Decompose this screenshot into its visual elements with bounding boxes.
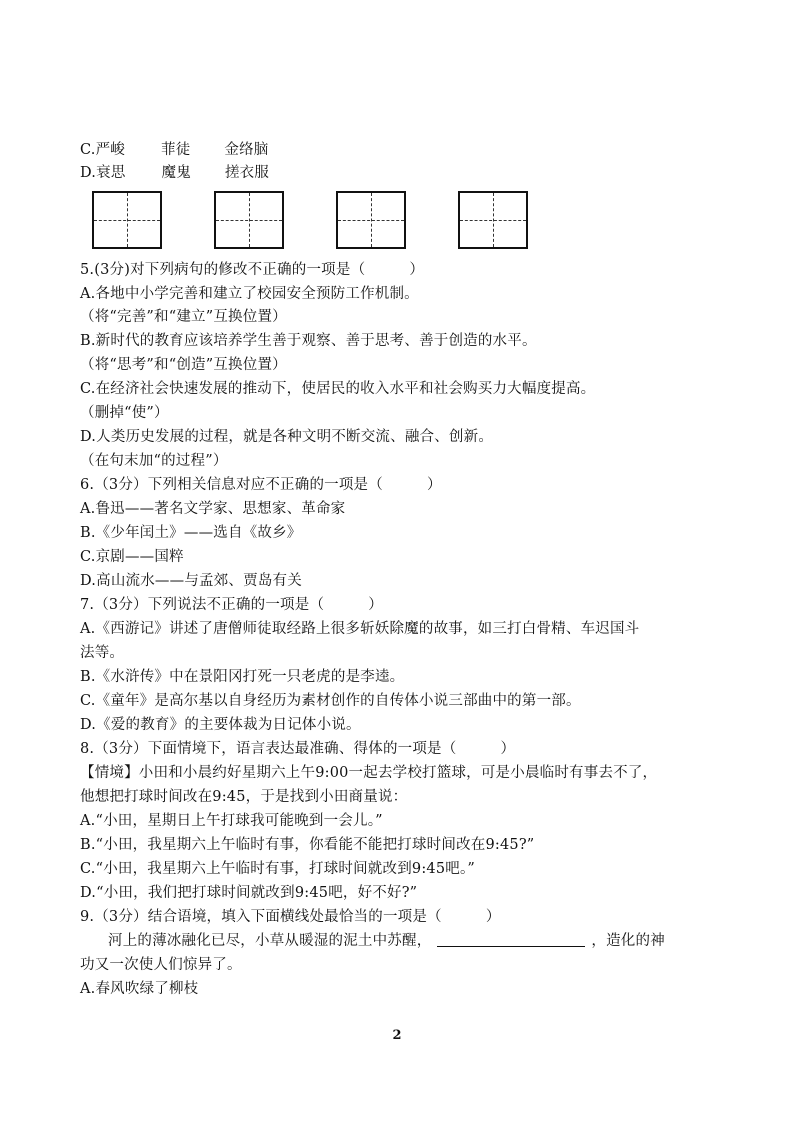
q8-option-c: C.“小田，我星期六上午临时有事，打球时间就改到9:45吧。” — [80, 861, 476, 877]
q9-passage-line2: 功又一次使人们惊异了。 — [80, 957, 242, 973]
q4-option-c — [80, 140, 269, 160]
q4-option-c-word1: C.严峻 — [80, 142, 125, 158]
writing-grid — [92, 191, 552, 251]
q4-option-d-word1: D.衰思 — [80, 165, 126, 181]
q7-stem: 7.（3分）下列说法不正确的一项是（ ） — [80, 597, 383, 613]
q5-option-d: D.人类历史发展的过程，就是各种文明不断交流、融合、创新。 — [80, 429, 494, 445]
q4-option-d-word2: 魔鬼 — [161, 165, 191, 181]
q8-option-b: B.“小田，我星期六上午临时有事，你看能不能把打球时间改在9:45?” — [80, 837, 535, 853]
q9-stem: 9.（3分）结合语境，填入下面横线处最恰当的一项是（ ） — [80, 909, 501, 925]
q7-option-b: B.《水浒传》中在景阳冈打死一只老虎的是李逵。 — [80, 669, 405, 685]
q9-passage-before-blank: 河上的薄冰融化已尽，小草从暖湿的泥土中苏醒， — [108, 933, 432, 949]
q5-option-a-fix: （将“完善”和“建立”互换位置） — [80, 309, 287, 325]
q8-stem: 8.（3分）下面情境下，语言表达最准确、得体的一项是（ ） — [80, 741, 516, 757]
q5-option-c-fix: （删掉“使”） — [80, 405, 169, 421]
q6-option-d: D.高山流水——与孟郊、贾岛有关 — [80, 573, 302, 589]
q7-option-c: C.《童年》是高尔基以自身经历为素材创作的自传体小说三部曲中的第一部。 — [80, 693, 581, 709]
q9-answer-blank[interactable] — [437, 932, 585, 947]
q8-option-d: D.“小田，我们把打球时间就改到9:45吧，好不好?” — [80, 885, 418, 901]
q8-option-a: A.“小田，星期日上午打球我可能晚到一会儿。” — [80, 813, 383, 829]
q5-option-a: A.各地中小学完善和建立了校园安全预防工作机制。 — [80, 286, 419, 302]
page-number: 2 — [392, 1028, 402, 1043]
q4-option-c-word3: 金络脑 — [224, 142, 269, 158]
q4-option-d-word3: 搓衣服 — [224, 165, 270, 181]
q4-option-d — [80, 163, 269, 183]
q4-option-c-word2: 菲徒 — [161, 142, 191, 158]
q6-option-a: A.鲁迅——著名文学家、思想家、革命家 — [80, 501, 346, 517]
writing-box-4[interactable] — [458, 191, 528, 249]
q5-option-c: C.在经济社会快速发展的推动下，使居民的收入水平和社会购买力大幅度提高。 — [80, 381, 596, 397]
q6-option-c: C.京剧——国粹 — [80, 549, 184, 565]
q8-context-line2: 他想把打球时间改在9:45，于是找到小田商量说： — [80, 789, 408, 805]
q9-passage-after-blank: ，造化的神 — [591, 933, 665, 949]
q5-option-b: B.新时代的教育应该培养学生善于观察、善于思考、善于创造的水平。 — [80, 333, 537, 349]
writing-box-2[interactable] — [214, 191, 284, 249]
q5-stem: 5.(3分)对下列病句的修改不正确的一项是（ ） — [80, 262, 425, 278]
q7-option-a-line1: A.《西游记》讲述了唐僧师徒取经路上很多斩妖除魔的故事，如三打白骨精、车迟国斗 — [80, 621, 640, 637]
q9-option-a: A.春风吹绿了柳枝 — [80, 981, 199, 997]
q9-passage-line1 — [108, 931, 665, 951]
q6-stem: 6.（3分）下列相关信息对应不正确的一项是（ ） — [80, 477, 442, 493]
writing-box-1[interactable] — [92, 191, 162, 249]
writing-box-3[interactable] — [336, 191, 406, 249]
q8-context-line1: 【情境】小田和小晨约好星期六上午9:00一起去学校打篮球，可是小晨临时有事去不了， — [80, 765, 658, 781]
q7-option-a-line2: 法等。 — [80, 645, 125, 661]
q5-option-b-fix: （将“思考”和“创造”互换位置） — [80, 357, 287, 373]
q5-option-d-fix: （在句末加“的过程”） — [80, 453, 228, 469]
q7-option-d: D.《爱的教育》的主要体裁为日记体小说。 — [80, 717, 361, 733]
q6-option-b: B.《少年闰土》——选自《故乡》 — [80, 525, 302, 541]
